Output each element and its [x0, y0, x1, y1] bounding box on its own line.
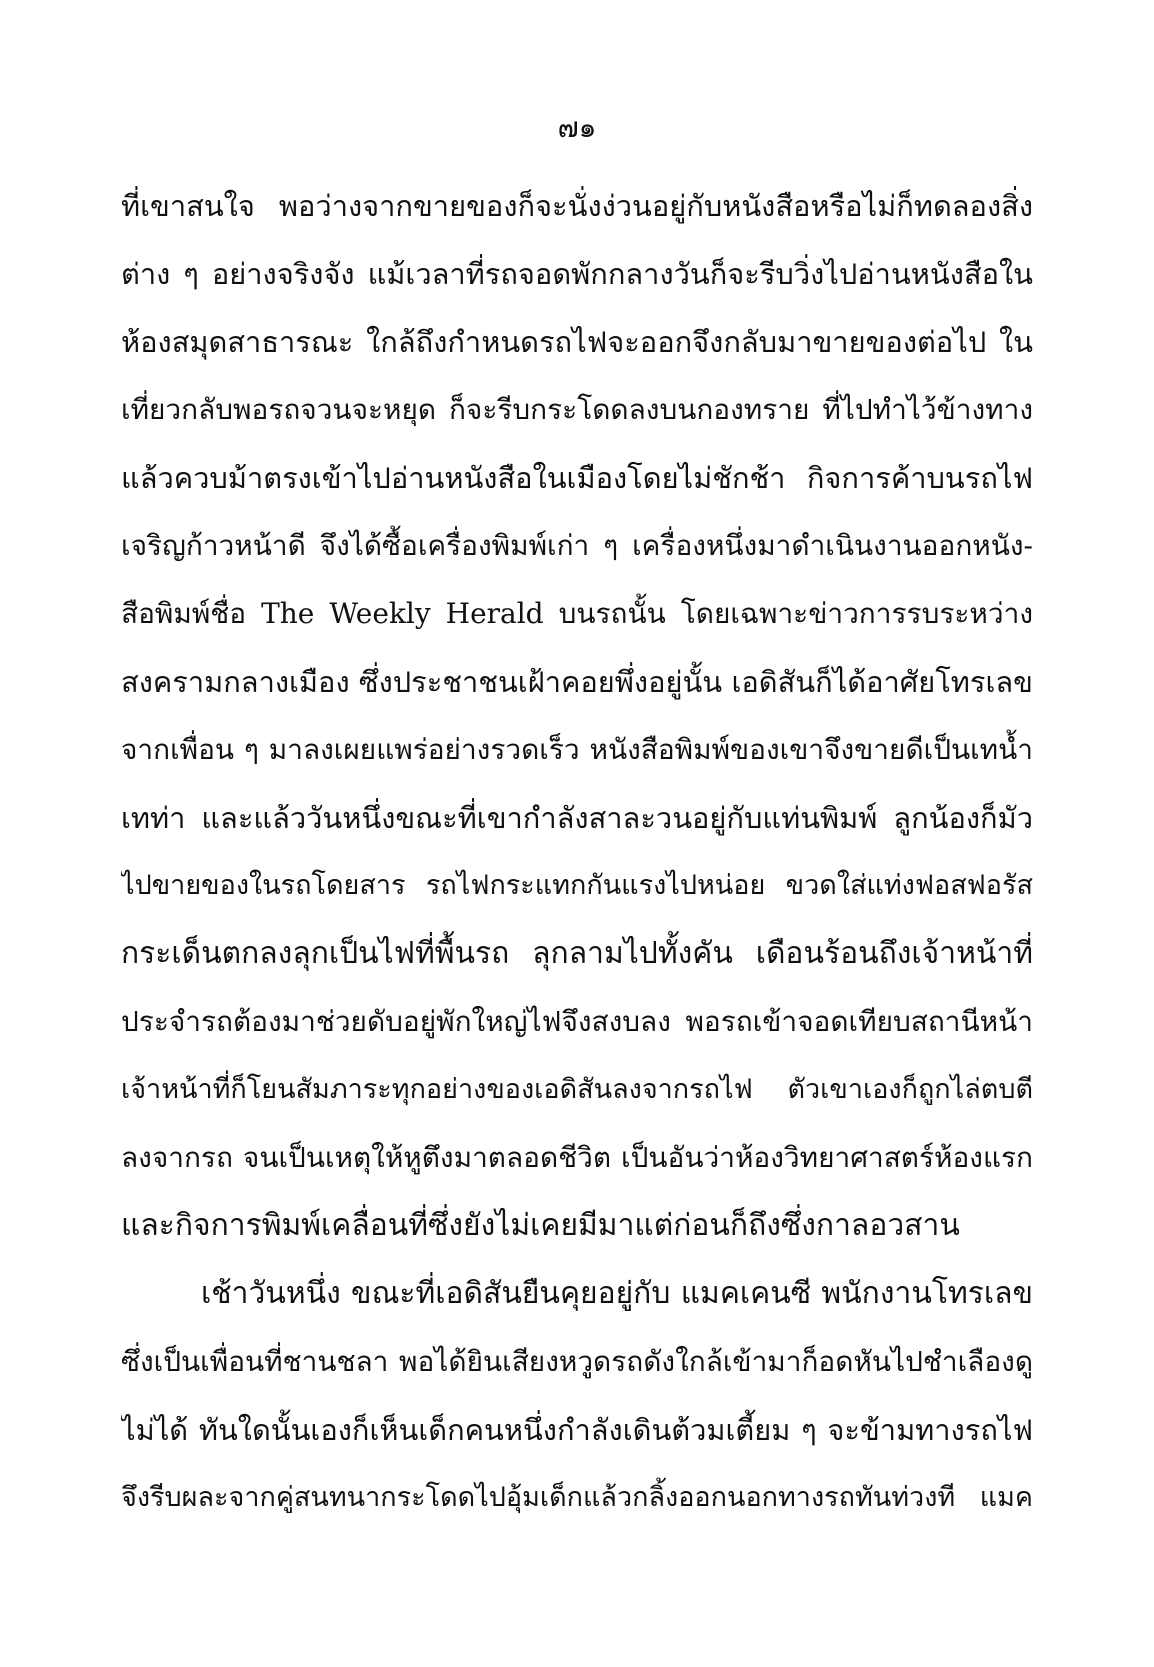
- text-line: เจ้าหน้าที่ก็โยนสัมภาระทุกอย่างของเอดิสันลงจากรถไฟ ตัวเขาเองก็ถูกไล่ตบตี: [121, 1074, 1033, 1105]
- text-line: ลงจากรถ จนเป็นเหตุให้หูตึงมาตลอดชีวิต เป็นอันว่าห้องวิทยาศาสตร์ห้องแรก: [121, 1141, 1033, 1174]
- text-line: เทท่า และแล้ววันหนึ่งขณะที่เขากำลังสาละวนอยู่กับแท่นพิมพ์ ลูกน้องก็มัว: [121, 801, 1033, 835]
- text-line: ไม่ได้ ทันใดนั้นเองก็เห็นเด็กคนหนึ่งกำลังเดินต้วมเตี้ยม ๆ จะข้ามทางรถไฟ: [121, 1413, 1033, 1447]
- text-line: ไปขายของในรถโดยสาร รถไฟกระแทกกันแรงไปหน่อย ขวดใส่แท่งฟอสฟอรัส: [121, 870, 1033, 901]
- text-line: แล้วควบม้าตรงเข้าไปอ่านหนังสือในเมืองโดยไม่ชักช้า กิจการค้าบนรถไฟ: [121, 461, 1033, 495]
- text-line: สงครามกลางเมือง ซึ่งประชาชนเฝ้าคอยพึ่งอยู่นั้น เอดิสันก็ได้อาศัยโทรเลข: [121, 665, 1033, 699]
- text-line: ต่าง ๆ อย่างจริงจัง แม้เวลาที่รถจอดพักกลางวันก็จะรีบวิ่งไปอ่านหนังสือใน: [121, 257, 1033, 291]
- text-line: สือพิมพ์ชื่อ The Weekly Herald บนรถนั้น โดยเฉพาะข่าวการรบระหว่าง: [121, 597, 1033, 630]
- text-line-paragraph-start: เช้าวันหนึ่ง ขณะที่เอดิสันยืนคุยอยู่กับ แมคเคนซี พนักงานโทรเลข: [201, 1276, 1033, 1311]
- text-line: ห้องสมุดสาธารณะ ใกล้ถึงกำหนดรถไฟจะออกจึงกลับมาขายของต่อไป ใน: [121, 325, 1033, 359]
- text-line: เที่ยวกลับพอรถจวนจะหยุด ก็จะรีบกระโดดลงบนกองทราย ที่ไปทำไว้ข้างทาง: [121, 393, 1033, 426]
- text-line: กระเด็นตกลงลุกเป็นไฟที่พื้นรถ ลุกลามไปทั้งคัน เดือนร้อนถึงเจ้าหน้าที่: [121, 936, 1033, 971]
- body-text: [121, 172, 1033, 1532]
- text-line-paragraph-end: และกิจการพิมพ์เคลื่อนที่ซึ่งยังไม่เคยมีมาแต่ก่อนก็ถึงซึ่งกาลอวสาน: [121, 1208, 960, 1243]
- text-line: ประจำรถต้องมาช่วยดับอยู่พักใหญ่ไฟจึงสงบลง พอรถเข้าจอดเทียบสถานีหน้า: [121, 1005, 1033, 1038]
- page-number: ๗๑: [557, 111, 597, 144]
- text-line: จากเพื่อน ๆ มาลงเผยแพร่อย่างรวดเร็ว หนังสือพิมพ์ของเขาจึงขายดีเป็นเทน้ำ: [121, 733, 1033, 766]
- text-line: ที่เขาสนใจ พอว่างจากขายของก็จะนั่งง่วนอยู่กับหนังสือหรือไม่ก็ทดลองสิ่ง: [121, 189, 1033, 223]
- text-line: ซึ่งเป็นเพื่อนที่ชานชลา พอได้ยินเสียงหวูดรถดังใกล้เข้ามาก็อดหันไปชำเลืองดู: [121, 1345, 1033, 1378]
- text-line: จึงรีบผละจากคู่สนทนากระโดดไปอุ้มเด็กแล้วกลิ้งออกนอกทางรถทันท่วงที แมค: [121, 1482, 1033, 1513]
- text-line: เจริญก้าวหน้าดี จึงได้ซื้อเครื่องพิมพ์เก่า ๆ เครื่องหนึ่งมาดำเนินงานออกหนัง-: [121, 529, 1033, 562]
